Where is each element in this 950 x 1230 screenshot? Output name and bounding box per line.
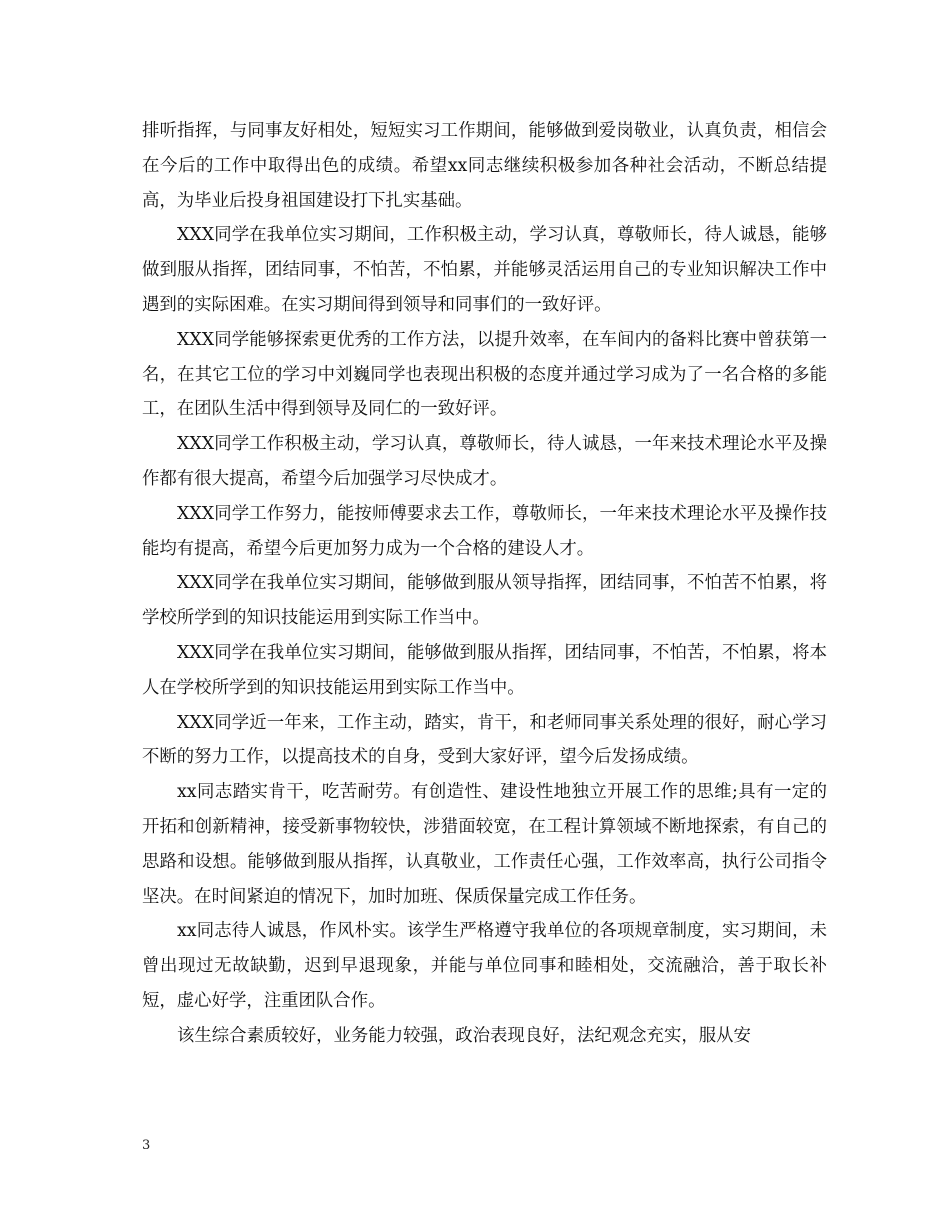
- paragraph: xx同志待人诚恳，作风朴实。该学生严格遵守我单位的各项规章制度，实习期间，未曾出现过无故缺勤，迟到早退现象，并能与单位同事和睦相处，交流融洽，善于取长补短，虚心好学，注重团队合作。: [142, 921, 827, 1011]
- paragraph: XXX同学工作积极主动，学习认真，尊敬师长，待人诚恳，一年来技术理论水平及操作都有很大提高，希望今后加强学习尽快成才。: [142, 434, 827, 489]
- paragraph: 该生综合素质较好，业务能力较强，政治表现良好，法纪观念充实，服从安: [177, 1025, 751, 1046]
- paragraph: XXX同学在我单位实习期间，工作积极主动，学习认真，尊敬师长，待人诚恳，能够做到服从指挥，团结同事，不怕苦，不怕累，并能够灵活运用自己的专业知识解决工作中遇到的实际困难。在实习期间得到领导和同事们的一致好评。: [142, 225, 827, 315]
- page-number: 3: [142, 1138, 151, 1153]
- paragraph: xx同志踏实肯干，吃苦耐劳。有创造性、建设性地独立开展工作的思维;具有一定的开拓和创新精神，接受新事物较快，涉猎面较宽，在工程计算领域不断地探索，有自己的思路和设想。能够做到服从指挥，认真敬业，工作责任心强，工作效率高，执行公司指令坚决。在时间紧迫的情况下，加时加班、保质保量完成工作任务。: [142, 782, 827, 907]
- paragraph: XXX同学近一年来，工作主动，踏实，肯干，和老师同事关系处理的很好，耐心学习不断的努力工作，以提高技术的自身，受到大家好评，望今后发扬成绩。: [142, 712, 827, 768]
- paragraph: XXX同学能够探索更优秀的工作方法，以提升效率，在车间内的备料比赛中曾获第一名，在其它工位的学习中刘巍同学也表现出积极的态度并通过学习成为了一名合格的多能工，在团队生活中得到领导及同仁的一致好评。: [142, 329, 827, 420]
- body-text: [142, 114, 827, 1054]
- paragraph-continuation: 排听指挥，与同事友好相处，短短实习工作期间，能够做到爱岗敬业，认真负责，相信会在今后的工作中取得出色的成绩。希望xx同志继续积极参加各种社会活动，不断总结提高，为毕业后投身祖国建设打下扎实基础。: [142, 121, 827, 211]
- paragraph: XXX同学在我单位实习期间，能够做到服从指挥，团结同事，不怕苦，不怕累，将本人在学校所学到的知识技能运用到实际工作当中。: [142, 642, 827, 698]
- paragraph: XXX同学工作努力，能按师傅要求去工作，尊敬师长，一年来技术理论水平及操作技能均有提高，希望今后更加努力成为一个合格的建设人才。: [142, 503, 827, 559]
- paragraph: XXX同学在我单位实习期间，能够做到服从领导指挥，团结同事，不怕苦不怕累，将学校所学到的知识技能运用到实际工作当中。: [142, 573, 827, 629]
